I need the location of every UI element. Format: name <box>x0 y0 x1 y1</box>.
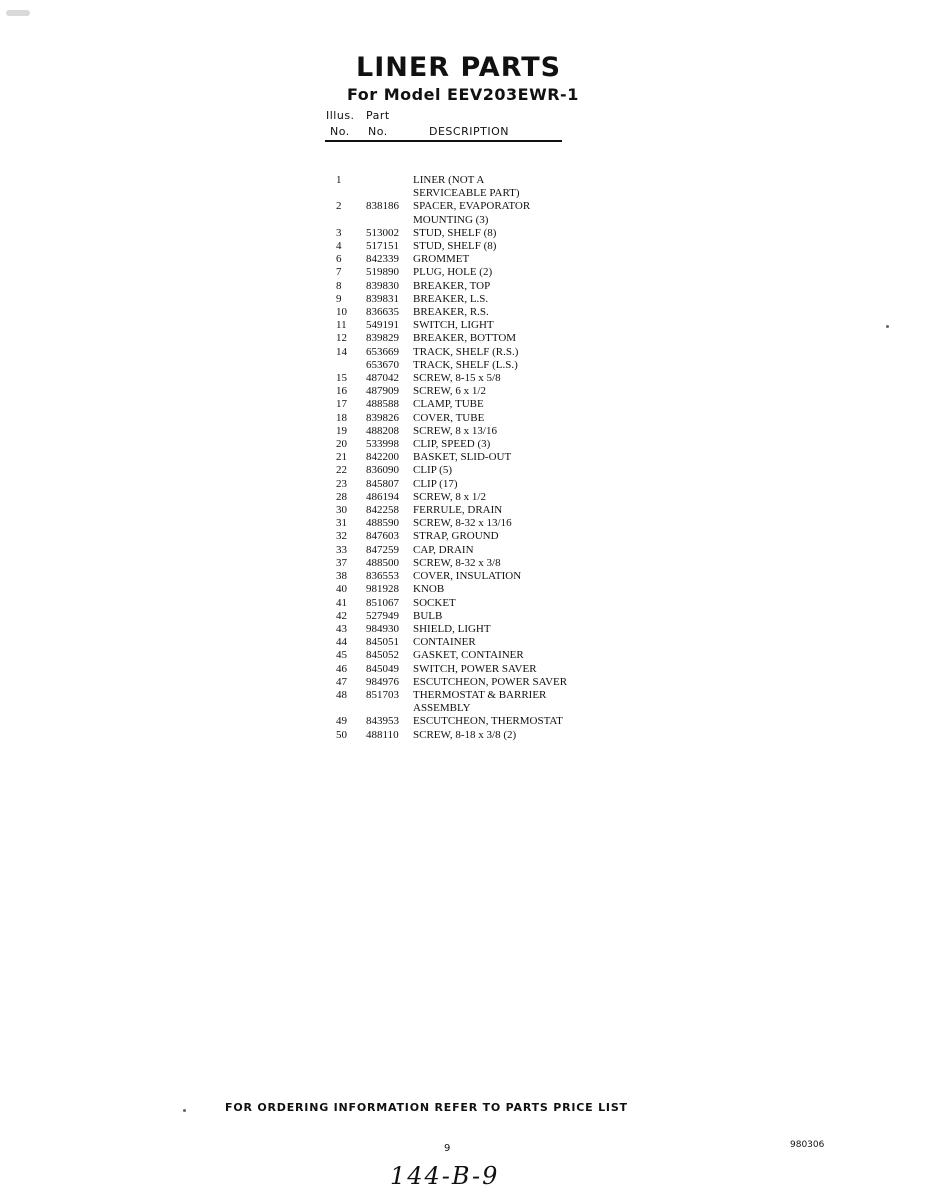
illus-number: 11 <box>336 319 347 332</box>
part-number: 488588 <box>366 398 399 411</box>
illus-number: 33 <box>336 543 347 556</box>
parts-row <box>336 504 583 517</box>
parts-row <box>336 702 583 715</box>
illus-number: 20 <box>336 438 347 451</box>
part-description: FERRULE, DRAIN <box>413 504 503 517</box>
part-description: CLIP (17) <box>413 477 458 490</box>
parts-row <box>336 227 583 240</box>
part-number: 487909 <box>366 385 399 398</box>
part-description: KNOB <box>413 583 445 596</box>
part-number: 653669 <box>366 345 399 358</box>
part-description: ESCUTCHEON, POWER SAVER <box>413 675 568 688</box>
parts-row <box>336 544 583 557</box>
illus-number <box>336 359 366 372</box>
parts-row <box>336 663 583 676</box>
part-description: BULB <box>413 609 443 622</box>
illus-number: 50 <box>336 728 347 741</box>
illus-number: 7 <box>336 266 342 279</box>
scan-smudge <box>6 10 30 16</box>
parts-row <box>336 306 583 319</box>
illus-number: 3 <box>336 226 342 239</box>
part-description: STUD, SHELF (8) <box>413 240 497 253</box>
page-number: 9 <box>444 1143 451 1154</box>
part-number: 851067 <box>366 596 399 609</box>
illus-number: 28 <box>336 490 347 503</box>
parts-row <box>336 438 583 451</box>
illus-number: 45 <box>336 649 347 662</box>
part-number: 847259 <box>366 543 399 556</box>
part-description: BREAKER, TOP <box>413 279 491 292</box>
parts-row <box>336 570 583 583</box>
scan-speck <box>183 1109 186 1112</box>
part-description: BASKET, SLID-OUT <box>413 451 512 464</box>
part-description: SCREW, 8-32 x 3/8 <box>413 556 501 569</box>
part-number: 533998 <box>366 438 399 451</box>
parts-row <box>336 517 583 530</box>
part-number <box>366 174 413 187</box>
illus-number: 48 <box>336 688 347 701</box>
illus-number <box>336 214 366 227</box>
part-description: SOCKET <box>413 596 456 609</box>
part-description: COVER, INSULATION <box>413 570 522 583</box>
parts-row <box>336 253 583 266</box>
part-number: 488500 <box>366 556 399 569</box>
part-number: 527949 <box>366 609 399 622</box>
illus-number: 22 <box>336 464 347 477</box>
parts-row <box>336 200 583 213</box>
part-number: 519890 <box>366 266 399 279</box>
part-description: ASSEMBLY <box>413 702 471 715</box>
parts-row <box>336 240 583 253</box>
illus-number: 12 <box>336 332 347 345</box>
parts-row <box>336 187 583 200</box>
illus-number <box>336 187 366 200</box>
illus-number: 2 <box>336 200 342 213</box>
part-no-header: No. <box>368 125 388 138</box>
document-code: 980306 <box>790 1140 825 1150</box>
illus-number: 15 <box>336 372 347 385</box>
part-number: 488110 <box>366 728 399 741</box>
parts-row <box>336 346 583 359</box>
illus-number: 18 <box>336 411 347 424</box>
parts-row <box>336 332 583 345</box>
parts-row <box>336 478 583 491</box>
parts-row <box>336 557 583 570</box>
parts-row <box>336 729 583 742</box>
illus-number: 37 <box>336 556 347 569</box>
part-description: SCREW, 8 x 13/16 <box>413 424 497 437</box>
illus-number: 6 <box>336 253 342 266</box>
part-description: SCREW, 8-15 x 5/8 <box>413 372 501 385</box>
parts-row <box>336 623 583 636</box>
part-number <box>366 214 413 227</box>
illus-number: 38 <box>336 570 347 583</box>
part-number: 513002 <box>366 226 399 239</box>
page-title: LINER PARTS <box>356 52 562 83</box>
part-description: CLIP, SPEED (3) <box>413 438 491 451</box>
part-description: CLIP (5) <box>413 464 453 477</box>
parts-row <box>336 610 583 623</box>
parts-row <box>336 583 583 596</box>
part-number: 487042 <box>366 372 399 385</box>
part-description: CONTAINER <box>413 636 476 649</box>
parts-row <box>336 372 583 385</box>
part-number: 842339 <box>366 253 399 266</box>
part-column-header: Part <box>366 109 390 122</box>
illus-number: 17 <box>336 398 347 411</box>
part-number: 842200 <box>366 451 399 464</box>
illus-number: 32 <box>336 530 347 543</box>
part-number: 981928 <box>366 583 399 596</box>
parts-row <box>336 398 583 411</box>
parts-row <box>336 649 583 662</box>
header-rule <box>325 140 562 142</box>
part-number: 845807 <box>366 477 399 490</box>
part-description: GASKET, CONTAINER <box>413 649 524 662</box>
illus-number: 9 <box>336 292 342 305</box>
parts-row <box>336 293 583 306</box>
part-number: 517151 <box>366 240 399 253</box>
part-description: SCREW, 8-18 x 3/8 (2) <box>413 728 517 741</box>
illus-number: 21 <box>336 451 347 464</box>
parts-row <box>336 676 583 689</box>
part-number: 851703 <box>366 688 399 701</box>
parts-row <box>336 451 583 464</box>
part-description: PLUG, HOLE (2) <box>413 266 493 279</box>
part-description: SHIELD, LIGHT <box>413 622 491 635</box>
illus-number: 43 <box>336 622 347 635</box>
illus-number: 23 <box>336 477 347 490</box>
illus-number: 10 <box>336 306 347 319</box>
part-number: 839826 <box>366 411 399 424</box>
part-number: 842258 <box>366 504 399 517</box>
part-description: SERVICEABLE PART) <box>413 187 520 200</box>
part-number: 984976 <box>366 675 399 688</box>
illus-number <box>336 702 366 715</box>
part-description: CLAMP, TUBE <box>413 398 484 411</box>
part-number: 836553 <box>366 570 399 583</box>
part-number: 836090 <box>366 464 399 477</box>
illus-number: 16 <box>336 385 347 398</box>
part-number: 838186 <box>366 200 399 213</box>
part-number: 839829 <box>366 332 399 345</box>
parts-row <box>336 385 583 398</box>
part-description: BREAKER, L.S. <box>413 292 489 305</box>
part-description: SWITCH, POWER SAVER <box>413 662 537 675</box>
illus-number: 8 <box>336 279 342 292</box>
part-number: 488590 <box>366 517 399 530</box>
part-number <box>366 702 413 715</box>
illus-number: 31 <box>336 517 347 530</box>
part-description: SPACER, EVAPORATOR <box>413 200 531 213</box>
part-number: 845051 <box>366 636 399 649</box>
illus-number: 30 <box>336 504 347 517</box>
part-description: COVER, TUBE <box>413 411 485 424</box>
parts-row <box>336 280 583 293</box>
illus-number: 40 <box>336 583 347 596</box>
parts-row <box>336 597 583 610</box>
part-number: 847603 <box>366 530 399 543</box>
parts-list <box>336 174 583 742</box>
handwritten-note: 144-B-9 <box>390 1162 500 1190</box>
part-number: 984930 <box>366 622 399 635</box>
part-number: 845052 <box>366 649 399 662</box>
ordering-note: FOR ORDERING INFORMATION REFER TO PARTS PRICE LIST <box>225 1101 628 1114</box>
part-number: 839830 <box>366 279 399 292</box>
parts-row <box>336 425 583 438</box>
part-number: 486194 <box>366 490 399 503</box>
part-description: SWITCH, LIGHT <box>413 319 494 332</box>
part-description: CAP, DRAIN <box>413 543 474 556</box>
part-description: TRACK, SHELF (L.S.) <box>413 358 518 371</box>
illus-number: 42 <box>336 609 347 622</box>
parts-row <box>336 464 583 477</box>
parts-row <box>336 412 583 425</box>
part-number: 836635 <box>366 306 399 319</box>
part-number: 839831 <box>366 292 399 305</box>
parts-row <box>336 266 583 279</box>
parts-row <box>336 530 583 543</box>
illus-number: 41 <box>336 596 347 609</box>
illus-number: 4 <box>336 240 342 253</box>
illus-number: 47 <box>336 675 347 688</box>
parts-row <box>336 491 583 504</box>
part-description: TRACK, SHELF (R.S.) <box>413 345 519 358</box>
part-number: 488208 <box>366 424 399 437</box>
parts-row <box>336 319 583 332</box>
illus-number: 44 <box>336 636 347 649</box>
part-number: 843953 <box>366 715 399 728</box>
part-description: BREAKER, R.S. <box>413 306 489 319</box>
scan-speck <box>886 325 889 328</box>
part-description: STUD, SHELF (8) <box>413 226 497 239</box>
part-description: LINER (NOT A <box>413 174 485 186</box>
parts-row <box>336 636 583 649</box>
parts-row <box>336 689 583 702</box>
illus-column-header: Illus. <box>326 109 355 122</box>
parts-row <box>336 715 583 728</box>
part-number <box>366 187 413 200</box>
parts-row <box>336 359 583 372</box>
model-subtitle: For Model EEV203EWR-1 <box>347 85 579 104</box>
part-number: 653670 <box>366 358 399 371</box>
description-header: DESCRIPTION <box>429 125 509 138</box>
part-description: MOUNTING (3) <box>413 213 489 226</box>
illus-number: 19 <box>336 424 347 437</box>
parts-row <box>336 214 583 227</box>
part-number: 845049 <box>366 662 399 675</box>
part-description: SCREW, 8 x 1/2 <box>413 490 486 503</box>
part-description: ESCUTCHEON, THERMOSTAT <box>413 715 563 728</box>
illus-number: 1 <box>336 174 342 186</box>
part-description: GROMMET <box>413 253 470 266</box>
illus-number: 49 <box>336 715 347 728</box>
part-number: 549191 <box>366 319 399 332</box>
illus-number: 46 <box>336 662 347 675</box>
part-description: SCREW, 8-32 x 13/16 <box>413 517 512 530</box>
part-description: SCREW, 6 x 1/2 <box>413 385 486 398</box>
parts-row <box>336 174 583 187</box>
illus-number: 14 <box>336 345 347 358</box>
part-description: BREAKER, BOTTOM <box>413 332 517 345</box>
illus-no-header: No. <box>330 125 350 138</box>
part-description: THERMOSTAT & BARRIER <box>413 688 547 701</box>
part-description: STRAP, GROUND <box>413 530 499 543</box>
